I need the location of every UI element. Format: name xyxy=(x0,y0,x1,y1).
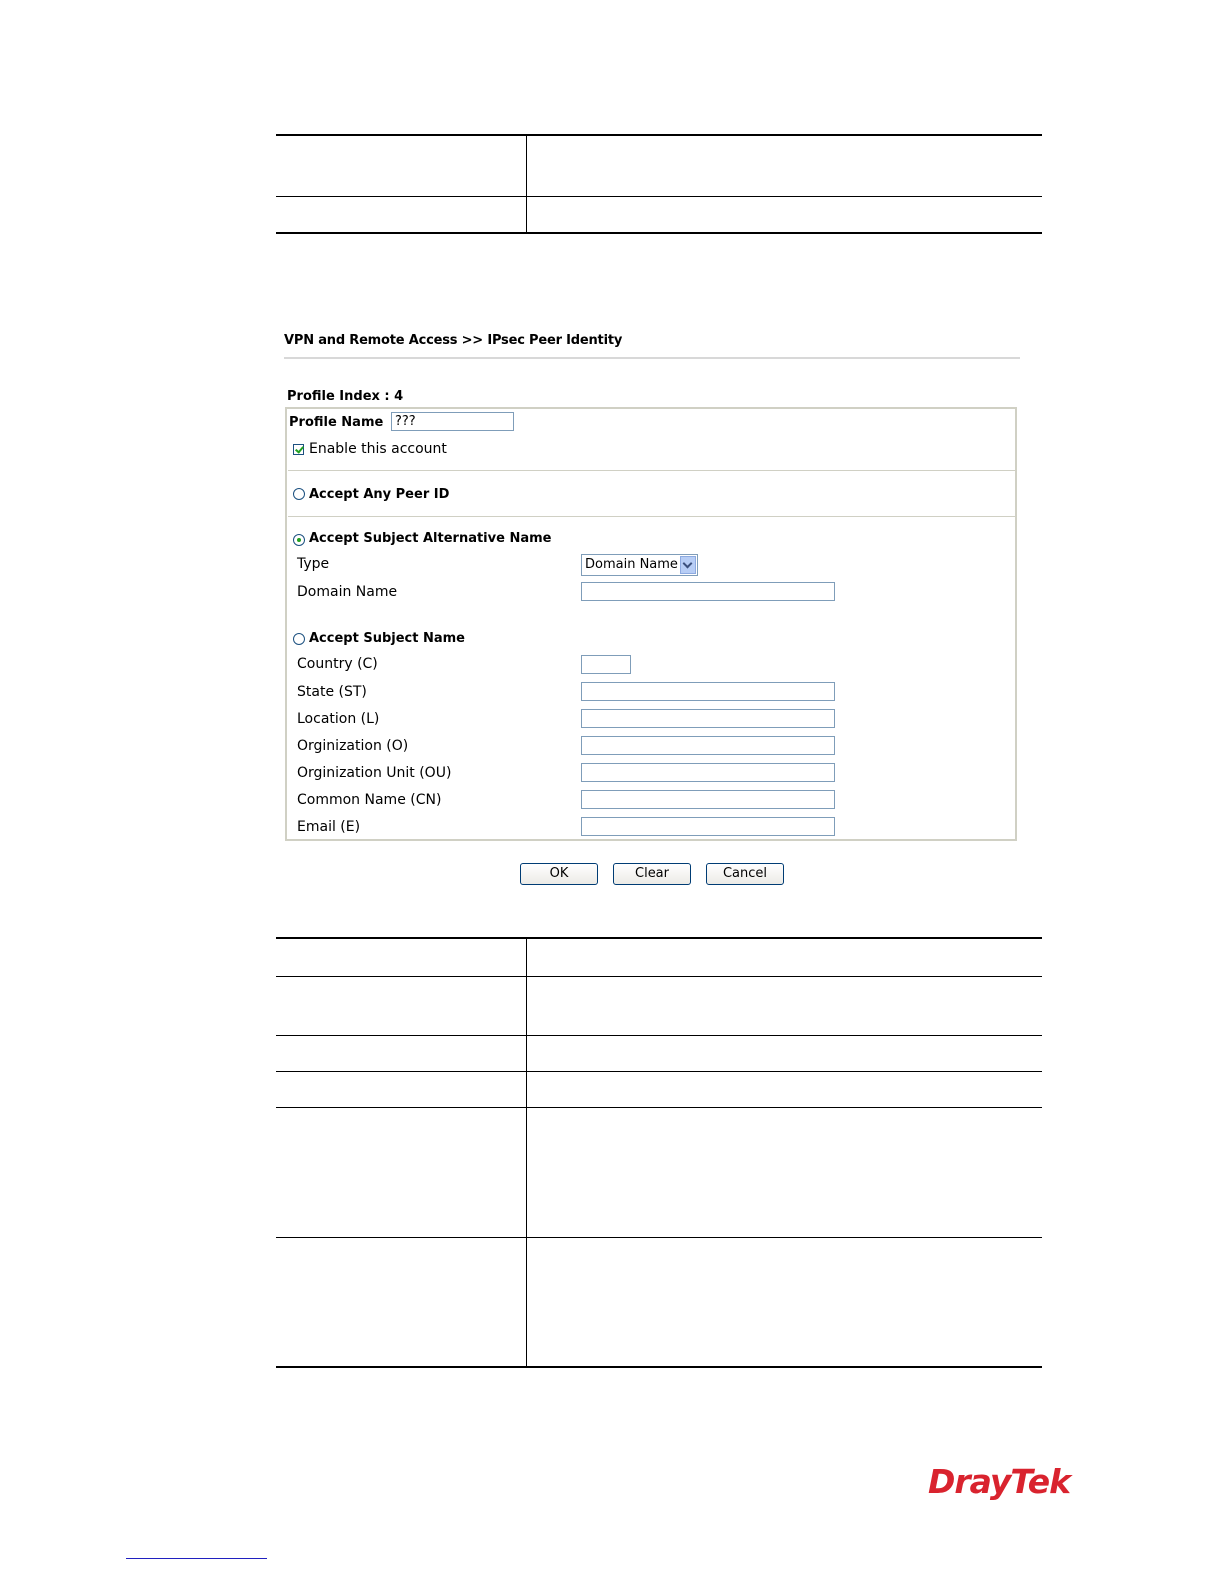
footer-divider xyxy=(126,1558,267,1559)
country-label: Country (C) xyxy=(297,656,378,672)
enable-account-label: Enable this account xyxy=(309,441,447,457)
organization-input[interactable] xyxy=(581,736,835,755)
profile-index: Profile Index : 4 xyxy=(287,389,404,404)
organization-unit-input[interactable] xyxy=(581,763,835,782)
accept-san-radio[interactable] xyxy=(293,534,305,546)
domain-name-label: Domain Name xyxy=(297,584,398,600)
cancel-button[interactable]: Cancel xyxy=(706,863,784,885)
accept-san-label: Accept Subject Alternative Name xyxy=(309,531,552,546)
doc-table-bottom xyxy=(276,937,1042,1368)
section-divider xyxy=(288,470,1015,471)
state-label: State (ST) xyxy=(297,684,367,700)
location-label: Location (L) xyxy=(297,711,380,727)
profile-name-input[interactable] xyxy=(391,412,514,431)
location-input[interactable] xyxy=(581,709,835,728)
ok-button[interactable]: OK xyxy=(520,863,598,885)
accept-subject-label: Accept Subject Name xyxy=(309,631,465,646)
organization-label: Orginization (O) xyxy=(297,738,409,754)
type-select-value: Domain Name xyxy=(585,557,678,572)
state-input[interactable] xyxy=(581,682,835,701)
country-input[interactable] xyxy=(581,655,631,674)
enable-account-checkbox[interactable] xyxy=(293,444,304,455)
chevron-down-icon[interactable] xyxy=(680,556,696,574)
draytek-logo: DrayTek xyxy=(928,1462,1071,1501)
clear-button[interactable]: Clear xyxy=(613,863,691,885)
email-label: Email (E) xyxy=(297,819,361,835)
common-name-label: Common Name (CN) xyxy=(297,792,442,808)
breadcrumb: VPN and Remote Access >> IPsec Peer Identity xyxy=(284,333,623,348)
profile-name-label: Profile Name xyxy=(289,415,384,430)
section-divider xyxy=(288,516,1015,517)
accept-any-peer-radio[interactable] xyxy=(293,488,305,500)
type-select[interactable] xyxy=(581,554,698,576)
type-label: Type xyxy=(297,556,330,572)
email-input[interactable] xyxy=(581,817,835,836)
accept-subject-radio[interactable] xyxy=(293,633,305,645)
breadcrumb-divider xyxy=(284,357,1020,359)
doc-table-top xyxy=(276,134,1042,234)
common-name-input[interactable] xyxy=(581,790,835,809)
accept-any-peer-label: Accept Any Peer ID xyxy=(309,487,450,502)
domain-name-input[interactable] xyxy=(581,582,835,601)
organization-unit-label: Orginization Unit (OU) xyxy=(297,765,452,781)
